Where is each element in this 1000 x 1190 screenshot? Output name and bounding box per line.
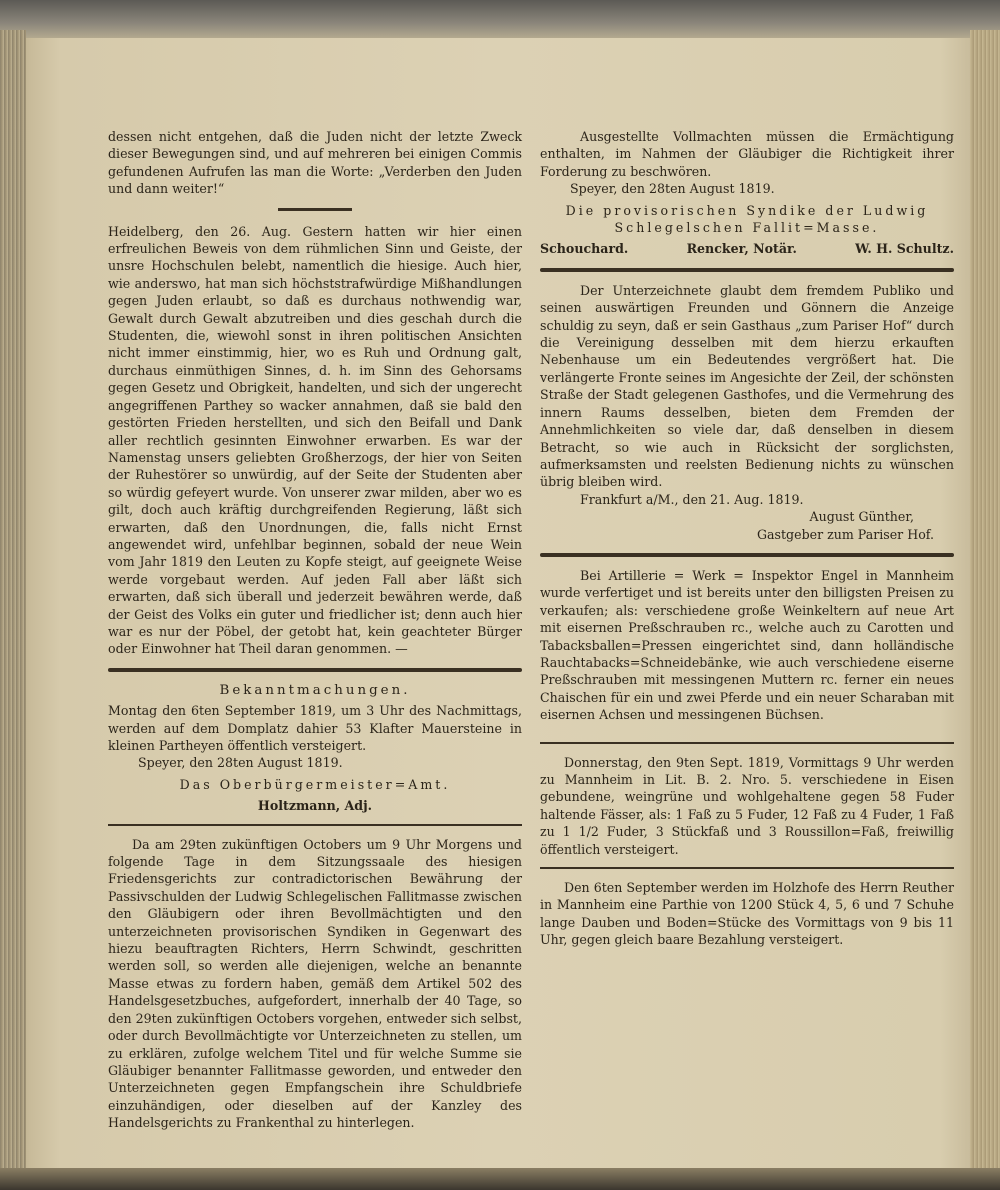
- page-top-edge: [0, 0, 1000, 38]
- divider: [540, 867, 954, 869]
- stone-sale-date: Speyer, den 28ten August 1819.: [138, 755, 343, 771]
- signer-name: W. H. Schultz.: [855, 241, 954, 257]
- divider: [540, 742, 954, 744]
- stone-sale-office: Das Oberbürgermeister=Amt.: [179, 776, 451, 792]
- page-stack-edge: [970, 30, 1000, 1170]
- inn-notice-date: Frankfurt a/M., den 21. Aug. 1819.: [580, 491, 804, 507]
- left-column: [108, 128, 522, 1132]
- stone-sale-signer: Holtzmann, Adj.: [257, 798, 373, 814]
- right-column: [540, 128, 954, 949]
- inn-signer: August Günther,: [809, 509, 914, 525]
- binding-edge: [0, 30, 26, 1170]
- artillery-notice: Bei Artillerie = Werk = Inspektor Engel in Mannheim wurde verfertiget und ist bereits unter den billigsten Preisen zu verkaufen; als: verschiedene große Weinkeltern auf neue Art mit eisernen Preßschrauben rc., welche auch zu Carotten und Tabacksballen=Pressen eingerichtet sind, dann holländische Rauchtabacks=Schneidebänke, wie auch verschiedene eiserne Preßschrauben mit messingenen Muttern rc. ferner ein neues Chaischen für ein und zwei Pferde und ein neuer Scharaban mit eisernen Achsen und messingenen Büchsen.: [540, 567, 954, 723]
- divider: [108, 824, 522, 826]
- continuation-text: dessen nicht entgehen, daß die Juden nicht der letzte Zweck dieser Bewegungen sind, und auf mehreren bei einigen Commis gefundenen Aufrufen las man die Worte: „Verderben den Juden und dann weiter!“: [108, 129, 522, 197]
- inn-signer-title: Gastgeber zum Pariser Hof.: [756, 526, 934, 542]
- divider: [540, 268, 954, 272]
- divider: [540, 553, 954, 557]
- barrel-sale: Donnerstag, den 9ten Sept. 1819, Vormittags 9 Uhr werden zu Mannheim in Lit. B. 2. Nro. 5. verschiedene in Eisen gebundene, weingrüne und wohlgehaltene gegen 58 Fuder haltende Fässer, als: 1 Faß zu 5 Fuder, 12 Faß zu 4 Fuder, 1 Faß zu 1 1/2 Fuder, 3 Stückfaß und 3 Roussillon=Faß, freiwillig öffentlich versteigert.: [540, 754, 954, 857]
- syndics-title: Die provisorischen Syndike der Ludwig Schlegelschen Fallit=Masse.: [565, 202, 929, 236]
- page-bottom-edge: [0, 1168, 1000, 1190]
- syndics-date: Speyer, den 28ten August 1819.: [570, 181, 775, 197]
- continuation-text: Ausgestellte Vollmachten müssen die Ermächtigung enthalten, im Nahmen der Gläubiger die Richtigkeit ihrer Forderung zu beschwören.: [540, 129, 954, 179]
- staves-sale: Den 6ten September werden im Holzhofe des Herrn Reuther in Mannheim eine Parthie von 1200 Stück 4, 5, 6 und 7 Schuhe lange Dauben und Boden=Stücke des Vormittags von 9 bis 11 Uhr, gegen gleich baare Bezahlung versteigert.: [540, 880, 954, 948]
- signer-name: Schouchard.: [540, 241, 629, 257]
- signer-name: Rencker, Notär.: [686, 241, 797, 257]
- announcements-heading: Bekanntmachungen.: [219, 682, 411, 698]
- syndics-signatures: [540, 240, 954, 257]
- heidelberg-report: Heidelberg, den 26. Aug. Gestern hatten wir hier einen erfreulichen Beweis von dem rühmlichen Sinn und Geiste, der unsre Hochschulen belebt, namentlich die hiesige. Auch hier, wie anderswo, hat man sich höchststrafwürdige Mißhandlungen gegen Juden erlaubt, so daß es durchaus nothwendig war, Gewalt durch Gewalt abzutreiben und dies geschah durch die Studenten, die, wiewohl sonst in ihren politischen Ansichten nicht immer einstimmig, hier, wo es Ruh und Ordnung galt, durchaus einmüthigen Sinnes, d. h. im Sinn des Gehorsams gegen Gesetz und Obrigkeit, handelten, und sich der ungerecht angegriffenen Parthey so wacker annahmen, daß sie bald den gestörten Frieden herstellten, und sich den Beifall und Dank aller rechtlich gesinnten Einwohner erwarben. Es war der Namenstag unsers geliebten Großherzogs, der hier von Seiten der Ruhestörer so unwürdig, auf der Seite der Studenten aber so würdig gefeyert wurde. Von unserer zwar milden, aber wo es gilt, doch auch kräftig durchgreifenden Regierung, läßt sich erwarten, daß den Unordnungen, die, falls nicht Ernst angewendet wird, unfehlbar beginnen, sobald der neue Wein vom Jahr 1819 den Leuten zu Kopfe steigt, auf geeignete Weise werde vorgebaut werden. Auf jeden Fall aber läßt sich erwarten, daß sich überall und jederzeit bewähren werde, daß der Geist des Volks ein guter und friedlicher ist; denn auch hier war es nur der Pöbel, der getobt hat, kein geachteter Bürger oder Einwohner hat Theil daran genommen. —: [108, 223, 522, 657]
- stone-sale-text: Montag den 6ten September 1819, um 3 Uhr des Nachmittags, werden auf dem Domplatz dahier 53 Klafter Mauersteine in kleinen Partheyen öffentlich versteigert.: [108, 703, 522, 753]
- inn-notice: Der Unterzeichnete glaubt dem fremdem Publiko und seinen auswärtigen Freunden und Gönnern die Anzeige schuldig zu seyn, daß er sein Gasthaus „zum Pariser Hof“ durch die Vereinigung desselben mit dem hierzu erkauften Nebenhause um ein Bedeutendes vergrößert hat. Die verlängerte Fronte seines im Angesichte der Zeil, der schönsten Straße der Stadt gelegenen Gasthofes, und die Vermehrung des innern Raums desselben, bieten dem Fremden der Annehmlichkeiten so viele dar, daß denselben in diesem Betracht, so wie auch in Rücksicht der sorglichsten, aufmerksamsten und reelsten Bedienung nichts zu wünschen übrig bleiben wird.: [540, 282, 954, 490]
- bankruptcy-notice: Da am 29ten zukünftigen Octobers um 9 Uhr Morgens und folgende Tage in dem Sitzungssaale des hiesigen Friedensgerichts zur contradictorischen Bewährung der Passivschulden der Ludwig Schlegelischen Fallitmasse zwischen den Gläubigern oder ihren Bevollmächtigten und den unterzeichneten provisorischen Syndiken in Gegenwart des hiezu beauftragten Richters, Herrn Schwindt, geschritten werden soll, so werden alle diejenigen, welche an benannte Masse etwas zu fordern haben, gemäß dem Artikel 502 des Handelsgesetzbuches, aufgefordert, innerhalb der 40 Tage, so den 29ten zukünftigen Octobers vorgehen, entweder sich selbst, oder durch Bevollmächtigte vor Unterzeichneten zu stellen, um zu erklären, zufolge welchem Titel und für welche Summe sie Gläubiger benannter Fallitmasse geworden, und entweder den Unterzeichneten gegen Empfangschein ihre Schuldbriefe einzuhändigen, oder dieselben auf der Kanzley des Handelsgerichts zu Frankenthal zu hinterlegen.: [108, 836, 522, 1131]
- divider: [108, 668, 522, 672]
- divider: [278, 208, 352, 211]
